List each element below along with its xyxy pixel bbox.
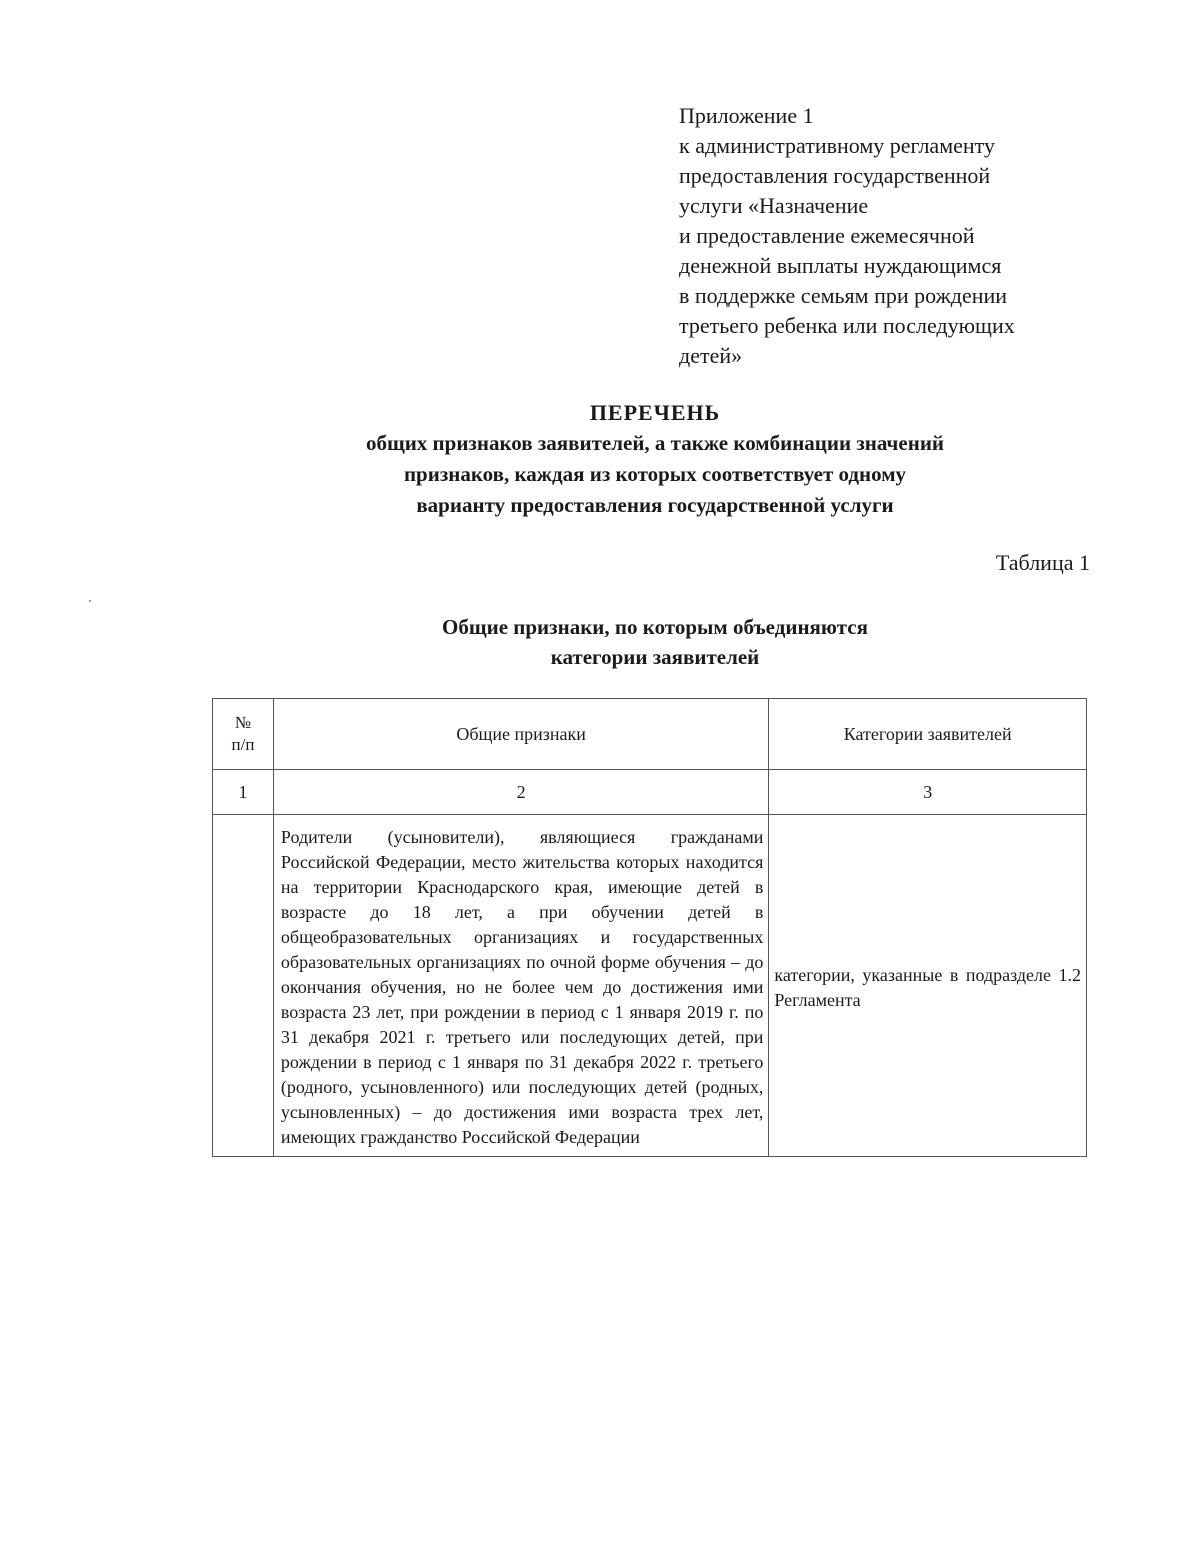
table-title-line: категории заявителей (550, 645, 760, 669)
header-features: Общие признаки (273, 699, 768, 770)
appendix-line: и предоставление ежемесячной (679, 223, 975, 248)
header-num-symbol: № (234, 713, 252, 732)
applicant-features-table (212, 698, 1087, 1157)
appendix-line: третьего ребенка или последующих (679, 313, 1015, 338)
document-title-main: ПЕРЕЧЕНЬ (589, 400, 721, 425)
table-label: Таблица 1 (995, 550, 1090, 575)
header-num-label: п/п (231, 735, 255, 754)
appendix-line: в поддержке семьям при рождении (679, 283, 1008, 308)
row-categories-cell (769, 815, 1087, 1157)
scan-speck (89, 600, 91, 602)
document-title-line: признаков, каждая из которых соответствует одному (403, 462, 907, 486)
appendix-line: детей» (679, 343, 743, 368)
table-title (150, 612, 1160, 672)
document-title-line: варианту предоставления государственной услуги (416, 493, 894, 517)
table-row (213, 815, 1087, 1157)
appendix-line: к административному регламенту (679, 133, 995, 158)
column-number-row (213, 770, 1087, 815)
row-features-cell (273, 815, 768, 1157)
appendix-line: Приложение 1 (679, 103, 814, 128)
column-number: 1 (213, 770, 274, 815)
column-number: 2 (273, 770, 768, 815)
header-categories: Категории заявителей (769, 699, 1087, 770)
document-title (150, 397, 1160, 521)
row-categories-text: категории, указанные в подразделе 1.2 Регламента (774, 964, 1081, 1010)
table-title-line: Общие признаки, по которым объединяются (442, 615, 868, 639)
column-number: 3 (769, 770, 1087, 815)
table-header-row (213, 699, 1087, 770)
appendix-line: денежной выплаты нуждающимся (679, 253, 1002, 278)
row-number-cell (213, 815, 274, 1157)
document-title-line: общих признаков заявителей, а также комбинации значений (365, 431, 945, 455)
row-features-text: Родители (усыновители), являющиеся гражданами Российской Федерации, место жительства которых находится на территории Краснодарского края, имеющие детей в возрасте до 18 лет, а при обучении детей в общеобразовательных организациях и государственных образовательных организациях по очной форме обучения – до окончания обучения, но не более чем до достижения ими возраста 23 лет, при рождении в период с 1 января 2019 г. по 31 декабря 2021 г. третьего или последующих детей, при рождении в период с 1 января по 31 декабря 2022 г. третьего (родного, усыновленного) или последующих детей (родных, усыновленных) – до достижения ими возраста трех лет, имеющих гражданство Российской Федерации (280, 827, 764, 1147)
appendix-line: услуги «Назначение (679, 193, 869, 218)
appendix-line: предоставления государственной (679, 163, 991, 188)
appendix-note (679, 101, 1099, 371)
header-num (213, 699, 274, 770)
